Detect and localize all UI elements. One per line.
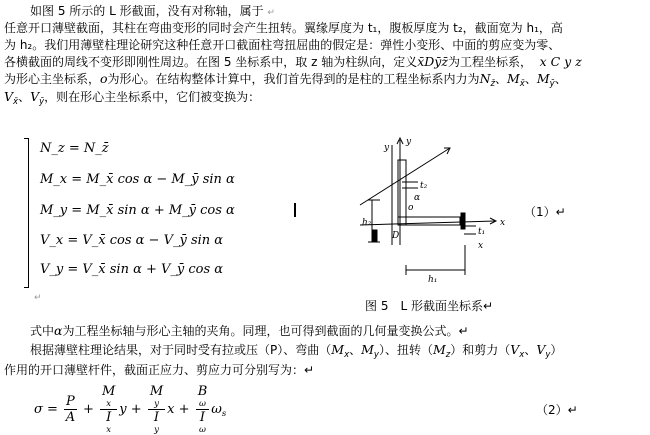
figure-caption: 图 5 L 形截面坐标系↵	[365, 299, 494, 313]
label-o: o	[408, 203, 414, 213]
label-alpha: α	[414, 193, 421, 203]
label-t2: t₂	[420, 181, 428, 191]
equation-vy: V_y = V_x̄ sin α + V_ȳ cos α	[40, 262, 224, 277]
principal-axis-line	[360, 148, 450, 205]
equation-vx: V_x = V_x̄ cos α − V_ȳ sin α	[40, 233, 224, 248]
para1-line5: 为形心主坐标系，o为形心。在结构整体计算中，我们首先得到的是柱的工程坐标系内力为$N_{z̄}$、$M_{x̄}$、$M_ȳ$、	[4, 71, 567, 89]
label-h2: h₂	[362, 218, 372, 228]
equation-number-1: （1）↵	[524, 205, 566, 219]
x-axis-line	[360, 221, 495, 225]
label-y: y	[406, 137, 412, 147]
para1-line6: $V_{x̄}$、$V_ȳ$，则在形心主坐标系中，它们被变换为：	[4, 89, 261, 107]
equation-number-2: （2）↵	[536, 403, 578, 417]
l-section-figure	[340, 130, 520, 295]
label-x: x	[500, 218, 506, 228]
para2-line2: 根据薄壁柱理论结果，对于同时受有拉或压（P）、弯曲（$M_x$、$M_y$）、扭转$(M_z)$和剪力（$V_x$、$V_y$）	[30, 342, 563, 360]
label-h1: h₁	[428, 275, 438, 285]
label-xbar: x	[478, 241, 484, 251]
para1-line3: 为 h₂。我们用薄壁柱理论研究这种任意开口截面柱弯扭屈曲的假定是：弹性小变形、中面的剪应变为零、	[4, 38, 561, 52]
text-cursor	[294, 203, 296, 217]
label-ybar: y	[384, 143, 390, 153]
equation-brace	[28, 138, 37, 288]
web-rect	[398, 160, 406, 225]
label-t1: t₁	[478, 227, 486, 237]
return-mark: ↵	[34, 293, 42, 303]
equation-nz: N_z = N_z̄	[40, 141, 109, 156]
label-D: D	[392, 231, 400, 241]
stress-equation: σ = $\frac{P}{A}$ + M x I x y + M y I y x + B ω I ω $\omega_s$	[34, 384, 227, 435]
para2-line3: 作用的开口薄壁杆件，截面正应力、剪应力可分别写为：↵	[4, 363, 315, 377]
para1-line1: 如图 5 所示的 L 形截面，没有对称轴，属于 ↵	[30, 4, 275, 18]
para1-line2: 任意开口薄壁截面，其柱在弯曲变形的同时会产生扭转。翼缘厚度为 t₁，腹板厚度为 t₂，截面宽为 h₁，高	[4, 21, 563, 35]
para1-line4: 各横截面的周线不变形即刚性周边。在图 5 坐标系中，取 z 轴为柱纵向，定义x̄Dȳz̄为工程坐标系， x C y z	[4, 54, 582, 69]
para2-line1: 式中α为工程坐标轴与形心主轴的夹角。同理，也可得到截面的几何量变换公式。↵	[30, 323, 469, 338]
equation-my: M_y = M_x̄ sin α + M_ȳ cos α	[40, 203, 235, 218]
equation-mx: M_x = M_x̄ cos α − M_ȳ sin α	[40, 172, 235, 187]
